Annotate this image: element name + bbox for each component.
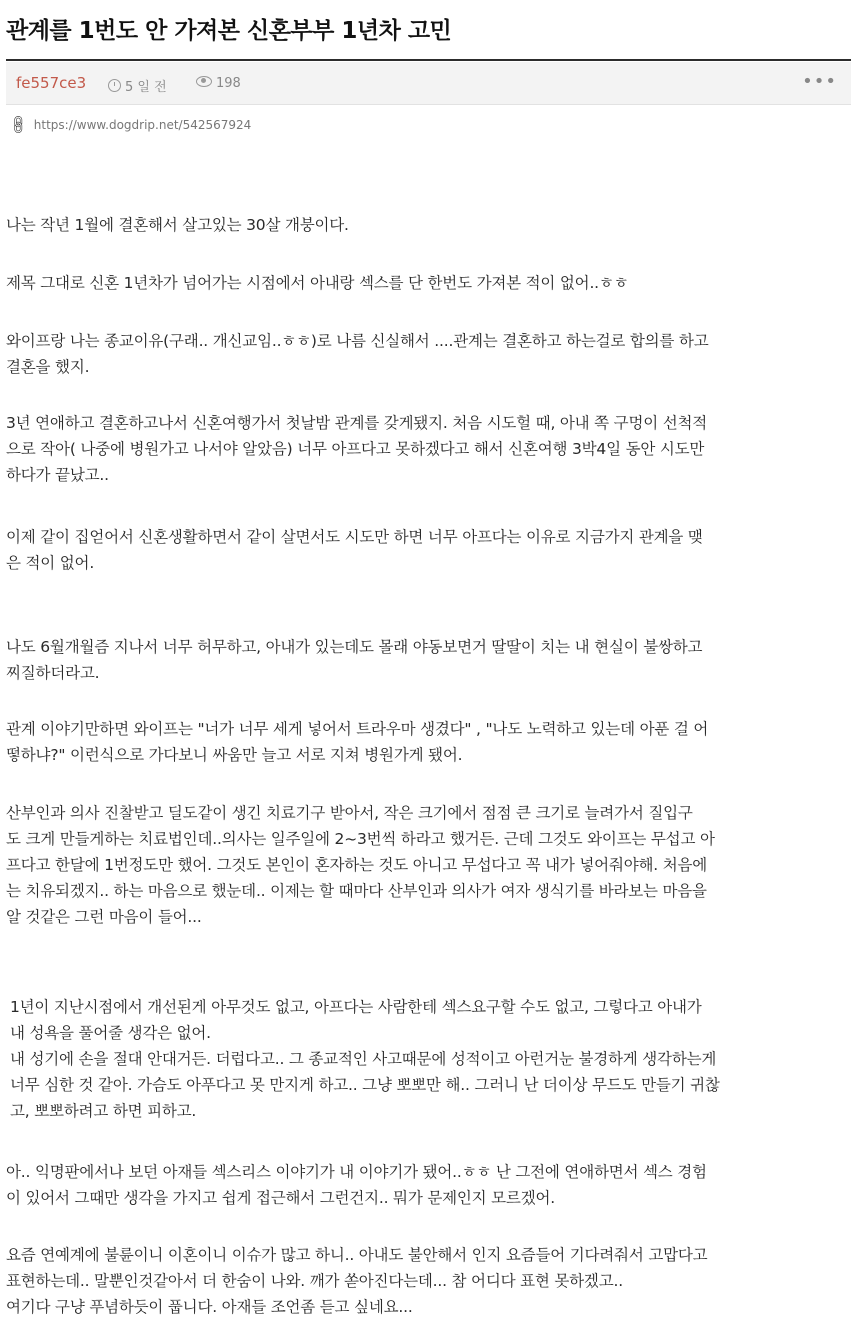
body-line: 떻하냐?" 이런식으로 가다보니 싸움만 늘고 서로 지쳐 병원가게 됐어. <box>6 746 463 764</box>
body-line: 으로 작아( 나중에 병원가고 나서야 알았음) 너무 아프다고 못하겠다고 해서 신혼여행 3박4일 동안 시도만 <box>6 440 705 458</box>
post-time <box>108 76 167 95</box>
author-link[interactable]: fe557ce3 <box>16 74 87 92</box>
body-line: 찌질하더라고. <box>6 664 100 682</box>
post-title: 관계를 1번도 안 가져본 신혼부부 1년차 고민 <box>6 18 452 44</box>
body-line: 고, 뽀뽀하려고 하면 피하고. <box>10 1102 197 1120</box>
eye-icon <box>196 76 212 87</box>
paragraph <box>6 270 628 296</box>
paragraph <box>10 994 720 1124</box>
paragraph <box>6 716 708 768</box>
body-line: 내 성기에 손을 절대 안대거든. 더럽다고.. 그 종교적인 사고때문에 성적이고 아런거눈 불경하게 생각하는게 <box>10 1050 717 1068</box>
body-line: 이 있어서 그때만 생각을 가지고 쉽게 접근해서 그런건지.. 뭐가 문제인지 모르겠어. <box>6 1189 555 1207</box>
body-line: 알 것같은 그런 마음이 들어... <box>6 908 202 926</box>
paragraph <box>6 524 703 576</box>
paragraph <box>6 1242 707 1320</box>
body-line: 산부인과 의사 진찰받고 딜도같이 생긴 치료기구 받아서, 작은 크기에서 점점 큰 크기로 늘려가서 질입구 <box>6 804 693 822</box>
post-meta-bar <box>6 62 851 105</box>
more-icon[interactable]: ••• <box>802 71 837 92</box>
paragraph <box>6 212 349 238</box>
body-line: 나는 작년 1월에 결혼해서 살고있는 30살 개붕이다. <box>6 216 349 234</box>
body-line: 은 적이 없어. <box>6 554 95 572</box>
body-line: 내 성욕을 풀어줄 생각은 없어. <box>10 1024 211 1042</box>
body-line: 는 치유되겠지.. 하는 마음으로 했눈데.. 이제는 할 때마다 산부인과 의사가 여자 생식기를 바라보는 마음을 <box>6 882 707 900</box>
paragraph <box>6 634 702 686</box>
post-time-text: 5 일 전 <box>125 80 167 95</box>
body-line: 요즘 연예계에 불륜이니 이혼이니 이슈가 많고 하니.. 아내도 불안해서 인지 요즘들어 기다려줘서 고맙다고 <box>6 1246 708 1264</box>
body-line: 와이프랑 나는 종교이유(구래.. 개신교임..ㅎㅎ)로 나름 신실해서 ....관계는 결혼하고 하는걸로 합의를 하고 <box>6 332 709 350</box>
body-line: 결혼을 했지. <box>6 358 90 376</box>
body-line: 1년이 지난시점에서 개선된게 아무것도 없고, 아프다는 사람한테 섹스요구할 수도 없고, 그렇다고 아내가 <box>10 998 702 1016</box>
post-url-row <box>6 113 252 137</box>
paragraph <box>6 1159 707 1211</box>
body-line: 여기다 구냥 푸념하듯이 풉니다. 아재들 조언좀 듣고 싶네요... <box>6 1298 413 1316</box>
body-line: 제목 그대로 신혼 1년차가 넘어가는 시점에서 아내랑 섹스를 단 한번도 가져본 적이 없어..ㅎㅎ <box>6 274 629 292</box>
body-line: 3년 연애하고 결혼하고나서 신혼여행가서 첫날밤 관계를 갖게됐지. 처음 시도헐 때, 아내 쪽 구멍이 선척적 <box>6 414 708 432</box>
body-line: 하다가 끝났고.. <box>6 466 109 484</box>
body-line: 도 크게 만들게하는 치료법인데..의사는 일주일에 2~3번씩 하라고 했거든. 근데 그것도 와이프는 무섭고 아 <box>6 830 715 848</box>
clock-icon <box>108 79 121 92</box>
paragraph <box>6 328 708 380</box>
view-count <box>196 76 241 91</box>
body-line: 관계 이야기만하면 와이프는 "너가 너무 세게 넣어서 트라우마 생겼다" , "나도 노력하고 있는데 아푼 걸 어 <box>6 720 709 738</box>
body-line: 나도 6월개월즘 지나서 너무 허무하고, 아내가 있는데도 몰래 야동보면거 딸딸이 치는 내 현실이 불쌍하고 <box>6 638 703 656</box>
view-count-text: 198 <box>216 76 241 91</box>
paragraph <box>6 410 707 488</box>
link-icon: 🔗︎ <box>6 113 31 137</box>
body-line: 프다고 한달에 1번정도만 했어. 그것도 본인이 혼자하는 것도 아니고 무섭다고 꼭 내가 넣어줘야해. 처음에 <box>6 856 708 874</box>
body-line: 이제 같이 집얻어서 신혼생활하면서 같이 살면서도 시도만 하면 너무 아프다는 이유로 지금가지 관계을 맺 <box>6 528 703 546</box>
post-url[interactable]: https://www.dogdrip.net/542567924 <box>33 118 252 132</box>
paragraph <box>6 800 715 930</box>
body-line: 아.. 익명판에서나 보던 아재들 섹스리스 이야기가 내 이야기가 됐어..ㅎㅎ 난 그전에 연애하면서 섹스 경험 <box>6 1163 707 1181</box>
body-line: 너무 심한 것 같아. 가슴도 아푸다고 못 만지게 하고.. 그냥 뽀뽀만 해.. 그러니 난 더이상 무드도 만들기 귀찮 <box>10 1076 720 1094</box>
body-line: 표현하는데.. 말뿐인것같아서 더 한숨이 나와. 깨가 쏟아진다는데... 참 어디다 표현 못하겠고.. <box>6 1272 623 1290</box>
title-divider <box>6 59 851 61</box>
